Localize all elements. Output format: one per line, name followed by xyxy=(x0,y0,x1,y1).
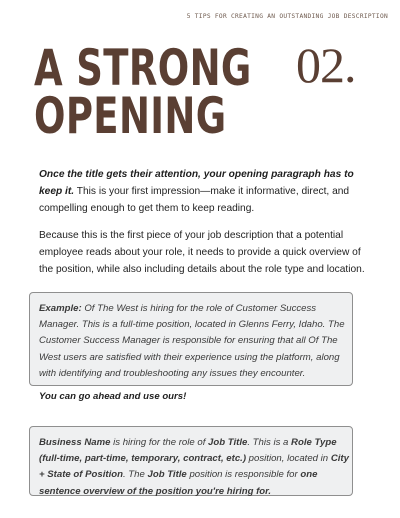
template-job-title: Job Title xyxy=(208,437,248,448)
example-text: Of The West is hiring for the role of Customer Success Manager. This is a full-time position, located in Glenns Ferry, Idaho. The Customer Success Manager is responsible for ensuring that all Of The West users are satisfied with their experience using the platform, along with identifying and troubleshooting any issues they encounter. xyxy=(39,303,345,379)
example-box xyxy=(29,292,353,386)
template-text-5: position is responsible for xyxy=(186,469,301,481)
section-title xyxy=(34,39,252,145)
title-line-1: A STRONG xyxy=(34,39,252,97)
intro-paragraph xyxy=(39,166,369,217)
template-job-title-2: Job Title xyxy=(147,469,187,481)
document-header: 5 TIPS FOR CREATING AN OUTSTANDING JOB DESCRIPTION xyxy=(186,13,388,20)
template-text-3: position, located in xyxy=(246,453,331,465)
template-location: City + State of Position xyxy=(39,453,349,481)
intro-rest: This is your first impression—make it informative, direct, and compelling enough to get them to keep reading. xyxy=(39,186,350,214)
section-number: 02. xyxy=(296,37,356,93)
template-text-2: . This is a xyxy=(247,437,292,448)
template-overview: one sentence overview of the position you're hiring for. xyxy=(39,469,318,497)
template-text-4: . The xyxy=(122,469,148,481)
template-text-1: is hiring for the role of xyxy=(110,437,209,448)
template-box xyxy=(29,426,353,496)
template-role-type: Role Type (full-time, part-time, temporary, contract, etc.) xyxy=(39,437,337,465)
example-label: Example: xyxy=(39,303,82,314)
overview-paragraph: Because this is the first piece of your job description that a potential employee reads about your role, it needs to provide a quick overview of the position, while also including details about the role type and location. xyxy=(39,230,365,275)
template-business-name: Business Name xyxy=(39,437,111,448)
title-line-2: OPENING xyxy=(34,87,227,145)
use-ours-callout: You can go ahead and use ours! xyxy=(39,391,187,402)
intro-lead: Once the title gets their attention, your opening paragraph has to keep it. xyxy=(39,169,354,197)
